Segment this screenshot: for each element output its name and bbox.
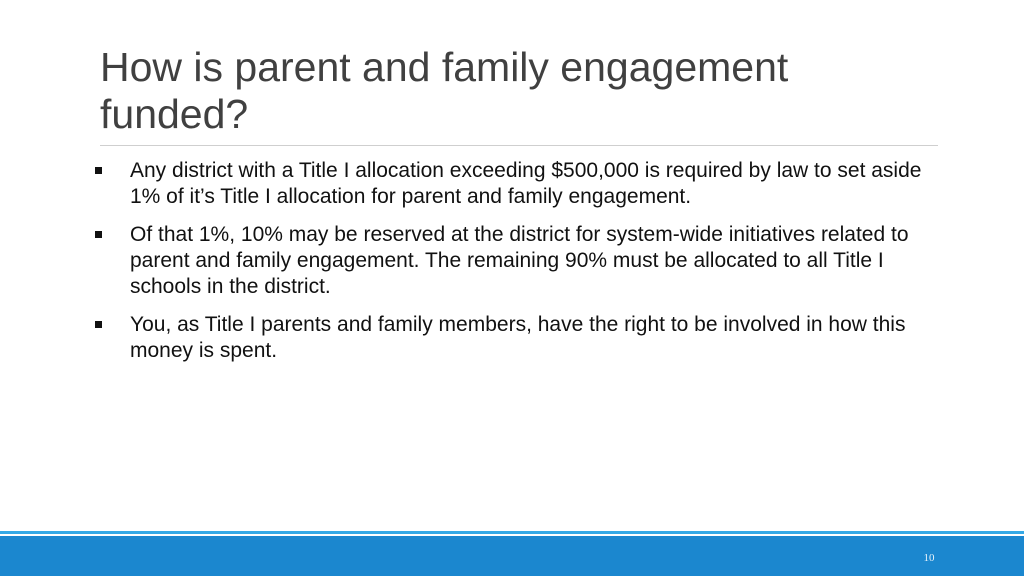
bullet-item xyxy=(92,222,932,300)
square-bullet-icon xyxy=(95,321,102,328)
bullet-text: Any district with a Title I allocation exceeding $500,000 is required by law to set aside 1% of it’s Title I allocation for parent and family engagement. xyxy=(130,159,922,208)
square-bullet-icon xyxy=(95,231,102,238)
bullet-text: Of that 1%, 10% may be reserved at the district for system-wide initiatives related to parent and family engagement. The remaining 90% must be allocated to all Title I schools in the district. xyxy=(130,223,909,298)
footer-accent-line xyxy=(0,531,1024,534)
bullet-item xyxy=(92,312,932,364)
title-divider xyxy=(100,145,938,146)
square-bullet-icon xyxy=(95,167,102,174)
footer-bar xyxy=(0,536,1024,576)
bullet-text: You, as Title I parents and family members, have the right to be involved in how this money is spent. xyxy=(130,313,906,362)
bullet-item xyxy=(92,158,932,210)
slide-title: How is parent and family engagement funded? xyxy=(100,44,789,137)
page-number: 10 xyxy=(923,552,935,564)
bullet-list xyxy=(92,158,932,376)
